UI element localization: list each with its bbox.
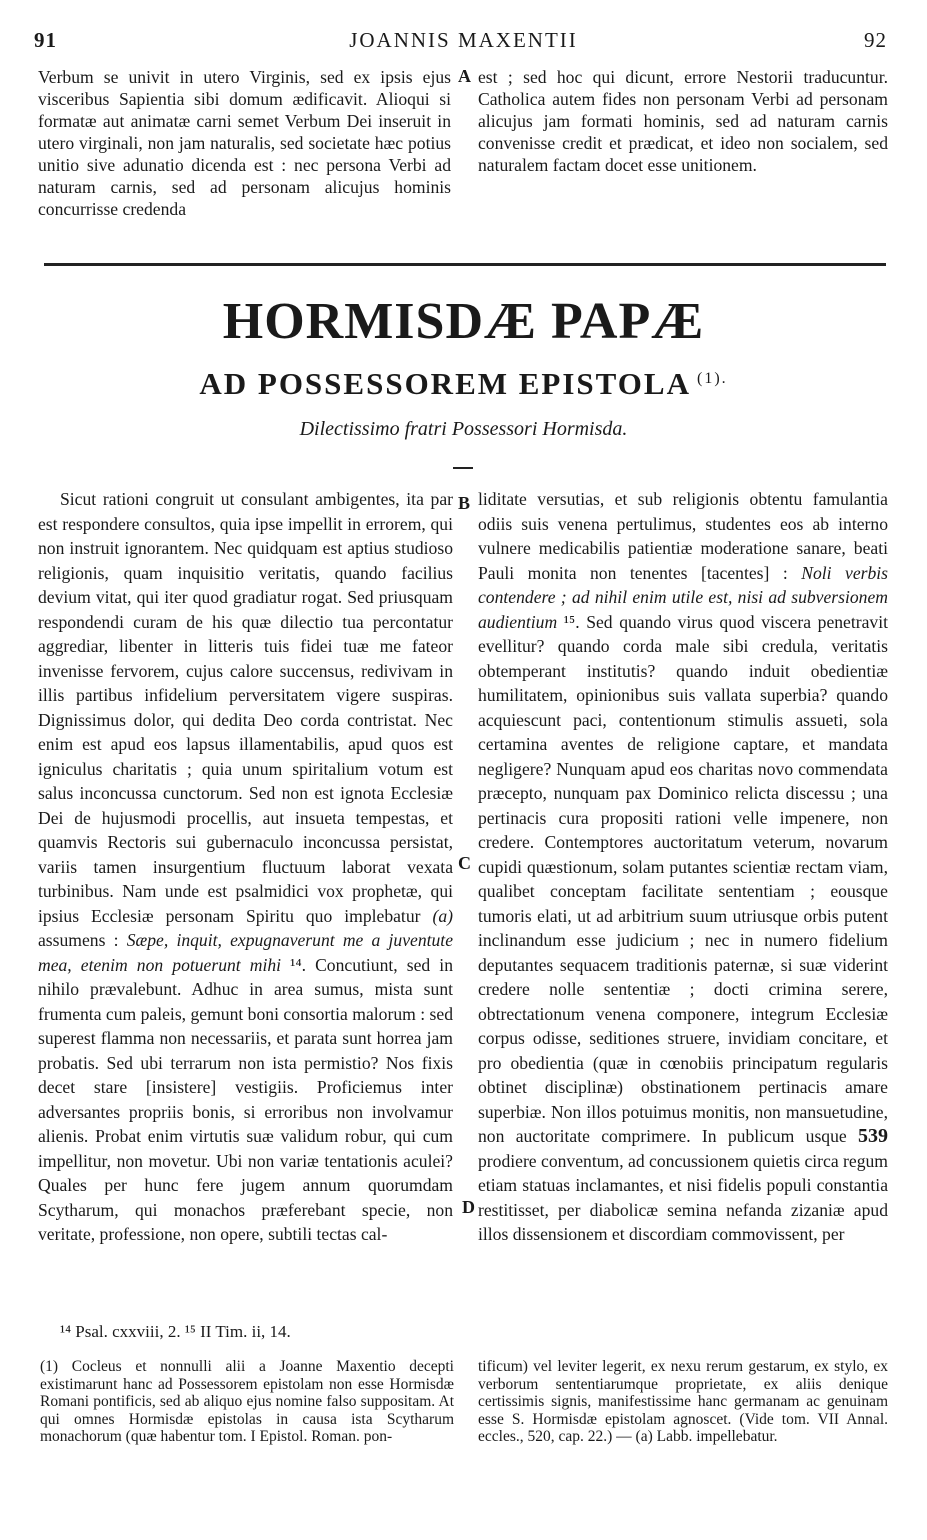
footnote-ref: (1). [696,369,728,387]
text-run: Sicut rationi congruit ut consulant ambigentes, ita par est respondere consultos, quia ipse impellit in errorem, qui non instruit ignorantem. Nec quidquam est aptius studioso religionis, quam inquisitio veritatis, quando facilius devium vitat, qui iter quod gradiatur rogat. Sed priusquam respondendi curam de his quæ dilectio tua percontatur aggrediar, libenter in litteris tuis fidei tuæ me fateor invenisse fervorem, cujus calore succensus, redivivam in illis partibus infidelium perversitatem vigere suspiras. Dignissimus dolor, qui dedita Deo corda contristat. Nec enim est apud eos lapsus illamentabilis, apud quos est igniculus charitatis ; quia unum spiritalium votum est salus inconcussa cunctorum. Sed non est ignota Ecclesiæ Dei de hujusmodi procellis, aut insueta tempestas, et quamvis Rectoris sui gubernaculo inconcussa persistat, variis tamen insurgentium fluctuum laborat vexata turbinibus. Nam unde est psalmidici vox prophetæ, qui ipsius Ecclesiæ personam Spiritu quo implebatur [38,489,453,926]
salutation: Dilectissimo fratri Possessori Hormisda. [299,418,628,440]
text-run: ¹⁴. Concutiunt, sed in nihilo prævalebunt. Adhuc in area sumus, mista sunt frumenta cum paleis, gemunt boni consortia malorum : sed superest flamma non necessariis, et parata sunt horrea jam probatis. Sed ubi terrarum non ista permistio? Nos fixis decet stare [insistere] vestigiis. Proficiemus inter adversantes propriis bonis, si erroribus non involvamur alienis. Probat enim virtutis suæ validum robur, qui cum impellitur, non movetur. Ubi non variæ tentationis aculei? Quales per hunc fere jugem annum quorumdam Scytharum, qui monachos præferebant specie, non veritate, professione, non opere, subtili tectas cal- [38,954,453,1244]
original-page-number: 539 [858,1125,888,1147]
italic-run: (a) [432,905,453,926]
margin-marker-b: B [458,493,471,513]
margin-marker-d: D [462,1197,475,1217]
main-right-column [478,487,888,1247]
main-left-column [38,487,453,1247]
paragraph [478,487,888,1247]
margin-marker-a: A [458,66,471,86]
text-run: ¹⁵. Sed quando virus quod viscera penetravit evellitur? quando corda male sibi credula, veritatis obtemperant institutis? quando induit obedientiæ humilitatem, opinionibus suis vallata superbia? quando acquiescunt paci, contentionum stimulis assueti, sola certamina aventes de religione captare, et mandata negligere? Nunquam apud eos charitas novo commendata præcepto, nunquam pax Dominico relicta discessu ; una pertinacis cura propositi rationi velle impenere, non credere. Contemptores auctoritatum veterum, novarum cupidi quæstionum, solam putantes scientiæ rectam viam, qualibet conceptam facilitate sententiam ; eousque tumoris elati, ut ad arbitrium suum utriusque orbis putent inclinandum esse judicium ; nec in numero fidelium deputantes sequacem traditionis paternæ, si suæ viderint credere nolle sententiæ ; docti crimina serere, obtrectationum venena componere, integrum Ecclesiæ corpus odisse, seditiones struere, invidiam concitare, et pro obedientia (quæ in cœnobiis principatum regularis obtinet disciplinæ) obstinationem pertinacis amare superbiæ. Non illos potuimus monitis, non mansuetudine, non auctoritate comprimere. In publicum usque [478,611,888,1146]
section-divider [44,263,886,266]
epistle-subtitle [0,366,927,402]
paragraph: Verbum se univit in utero Virginis, sed ex ipsis ejus visceribus Sapientia sibi domum ædificavit. Alioqui si formatæ aut animatæ carni semet Verbum Dei inseruit in utero virginali, non jam naturalis, sed societate hæc potius unitio sive adunatio dicenda est : nec persona Verbi ad naturam carnis, sed ad personam alicujus hominis concurrisse credenda [38,67,451,219]
margin-marker-c: C [458,853,471,873]
footnote-text: (1) Cocleus et nonnulli alii a Joanne Maxentio decepti existimarunt hanc ad Possessorem epistolam non esse Hormisdæ Romani pontificis, sed ab aliquo ejus nomine falso suppositam. At qui omnes Hormisdæ epistolas in causa ista Scytharum monachorum (quæ habentur tom. I Epistol. Roman. pon- [40,1358,454,1445]
short-dash [453,467,473,469]
top-right-column [478,66,888,176]
paragraph [38,487,453,1247]
footnote-right [478,1358,888,1446]
footnote-left [40,1358,454,1446]
subtitle-text: AD POSSESSOREM EPISTOLA [199,366,691,401]
running-header-title: JOANNIS MAXENTII [349,28,578,52]
text-run: prodiere conventum, ad concussionem quietis circa regum etiam statuas inclamantes, et nisi fidelis populi constantia restitisset, per diabolicæ semina nefanda zizaniæ apud illos dissensionem et discordiam commovissent, per [478,1150,888,1244]
italic-run: Noli verbis contendere ; ad nihil enim utile est, nisi ad subversionem audientium [478,562,889,632]
epistle-title: HORMISDÆ PAPÆ [222,293,705,350]
paragraph: est ; sed hoc qui dicunt, errore Nestorii traducuntur. Catholica autem fides non personam Verbi ad personam alicujus jam formati hominis, sed ad naturam carnis convenisse credit et prædicat, et ideo non socialem, sed naturalem factam docet esse unitionem. [478,67,888,175]
footnote-text: tificum) vel leviter legerit, ex nexu rerum gestarum, ex stylo, ex verborum sententiarumque proprietate, ex aliis denique certissimis signis, manifestissime hanc germanam ac genuinam esse S. Hormisdæ epistolam agnoscet. (Vide tom. VII Annal. eccles., 520, cap. 22.) — (a) Labb. impellebatur. [478,1358,888,1445]
text-run: liditate versutias, et sub religionis obtentu famulantia odiis suis venena pertulimus, studentes eos ab interno vulnere medicabilis patientiæ moderatione sanare, beati Pauli monita non tenentes [tacentes] : [478,489,888,583]
page-number-left: 91 [34,28,57,52]
page-number-right: 92 [864,28,887,52]
scripture-references: ¹⁴ Psal. cxxviii, 2. ¹⁵ II Tim. ii, 14. [60,1322,291,1341]
top-left-column [38,66,451,220]
italic-run: Sæpe, inquit, expugnaverunt me a juventute mea, etenim non potuerunt mihi [38,930,454,975]
text-run: assumens : [38,930,127,950]
